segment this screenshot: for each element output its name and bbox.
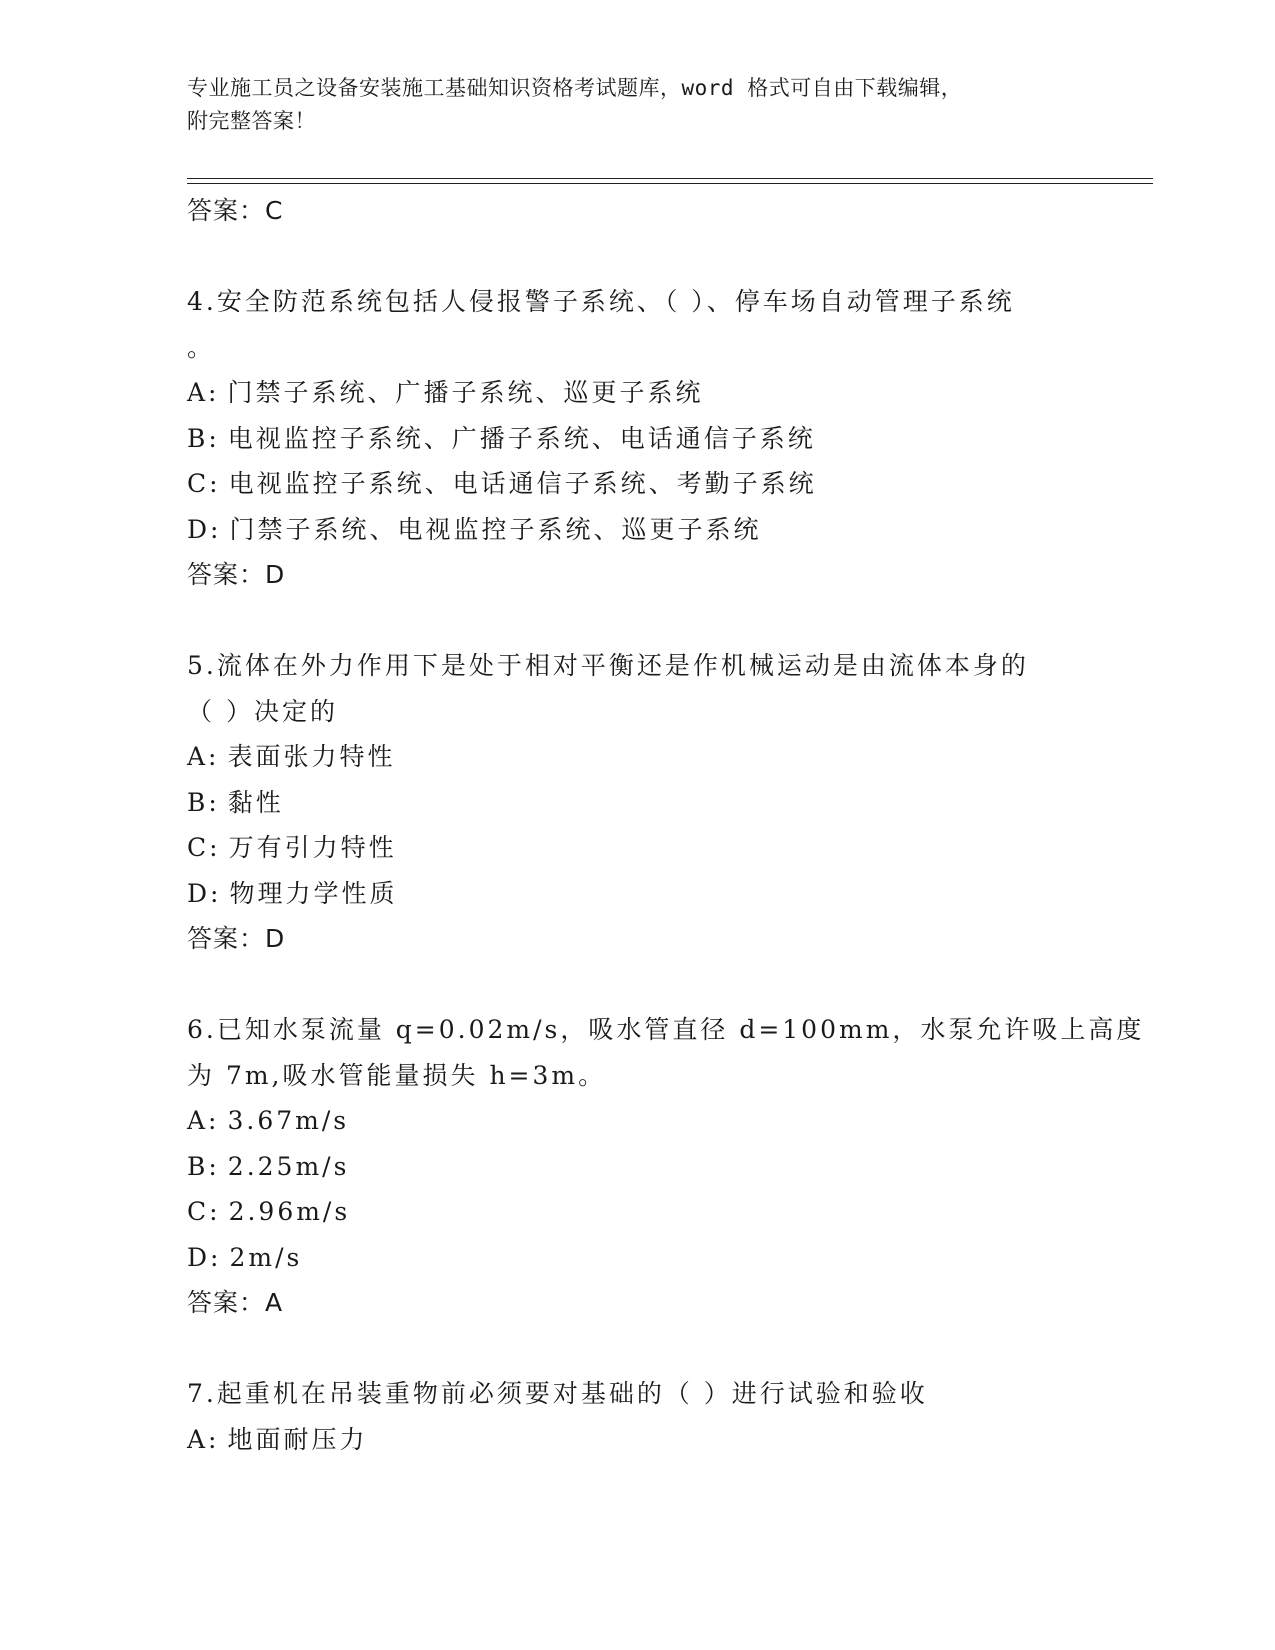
option-text: 2.96m/s xyxy=(228,1197,351,1226)
question-stem-line: 为 7m,吸水管能量损失 h=3m。 xyxy=(187,1060,607,1090)
answer: 答案：D xyxy=(187,560,286,589)
header-line-1: 专业施工员之设备安装施工基础知识资格考试题库，word 格式可自由下载编辑， xyxy=(187,76,963,100)
question-stem-line: 5.流体在外力作用下是处于相对平衡还是作机械运动是由流体本身的 xyxy=(187,651,1029,680)
question-stem-line: 。 xyxy=(187,332,216,362)
option-c xyxy=(187,1189,1153,1235)
option-a xyxy=(187,1417,1153,1463)
option-key: A: xyxy=(187,1424,220,1454)
option-d xyxy=(187,1235,1153,1281)
question-7 xyxy=(187,1371,1153,1462)
option-text: 物理力学性质 xyxy=(229,878,398,908)
question-list xyxy=(187,188,1153,1462)
option-key: C: xyxy=(187,1197,221,1226)
option-text: 2m/s xyxy=(229,1242,303,1272)
option-d xyxy=(187,507,1153,553)
option-key: C: xyxy=(187,469,221,498)
question-5 xyxy=(187,643,1153,962)
option-c xyxy=(187,461,1153,507)
option-b xyxy=(187,416,1153,462)
option-key: A: xyxy=(187,378,220,407)
question-stem-line: 6.已知水泵流量 q=0.02m/s，吸水管直径 d=100mm，水泵允许吸上高度 xyxy=(187,1015,1145,1044)
option-text: 表面张力特性 xyxy=(227,742,396,771)
question-stem-line: 7.起重机在吊装重物前必须要对基础的（ ）进行试验和验收 xyxy=(187,1379,928,1408)
option-text: 3.67m/s xyxy=(227,1106,350,1135)
spacer xyxy=(187,1326,1153,1372)
answer: 答案：D xyxy=(187,924,286,953)
option-text: 电视监控子系统、电话通信子系统、考勤子系统 xyxy=(228,469,817,498)
header-divider xyxy=(187,178,1153,184)
previous-answer: 答案：C xyxy=(187,196,284,225)
option-a xyxy=(187,1098,1153,1144)
option-key: B: xyxy=(187,423,220,453)
question-stem-line: 4.安全防范系统包括人侵报警子系统、（ ）、停车场自动管理子系统 xyxy=(187,287,1015,316)
header-line-2: 附完整答案！ xyxy=(187,109,316,133)
option-key: A: xyxy=(187,1106,220,1135)
question-stem-line: （ ）决定的 xyxy=(187,696,338,726)
option-c xyxy=(187,825,1153,871)
option-text: 地面耐压力 xyxy=(227,1424,368,1454)
option-d xyxy=(187,871,1153,917)
option-a xyxy=(187,370,1153,416)
question-6 xyxy=(187,1007,1153,1326)
option-key: B: xyxy=(187,787,220,817)
spacer xyxy=(187,598,1153,644)
question-4 xyxy=(187,279,1153,598)
document-header xyxy=(187,72,1067,138)
option-text: 门禁子系统、广播子系统、巡更子系统 xyxy=(227,378,704,407)
option-b xyxy=(187,1144,1153,1190)
answer: 答案：A xyxy=(187,1288,284,1317)
option-key: B: xyxy=(187,1151,220,1181)
option-key: D: xyxy=(187,1242,222,1272)
option-text: 门禁子系统、电视监控子系统、巡更子系统 xyxy=(229,514,762,544)
option-b xyxy=(187,780,1153,826)
option-key: C: xyxy=(187,833,221,862)
option-a xyxy=(187,734,1153,780)
spacer xyxy=(187,234,1153,280)
option-key: D: xyxy=(187,514,222,544)
option-text: 万有引力特性 xyxy=(228,833,397,862)
option-key: D: xyxy=(187,878,222,908)
option-text: 2.25m/s xyxy=(227,1151,350,1181)
option-text: 电视监控子系统、广播子系统、电话通信子系统 xyxy=(227,423,816,453)
option-key: A: xyxy=(187,742,220,771)
spacer xyxy=(187,962,1153,1008)
option-text: 黏性 xyxy=(227,787,284,817)
